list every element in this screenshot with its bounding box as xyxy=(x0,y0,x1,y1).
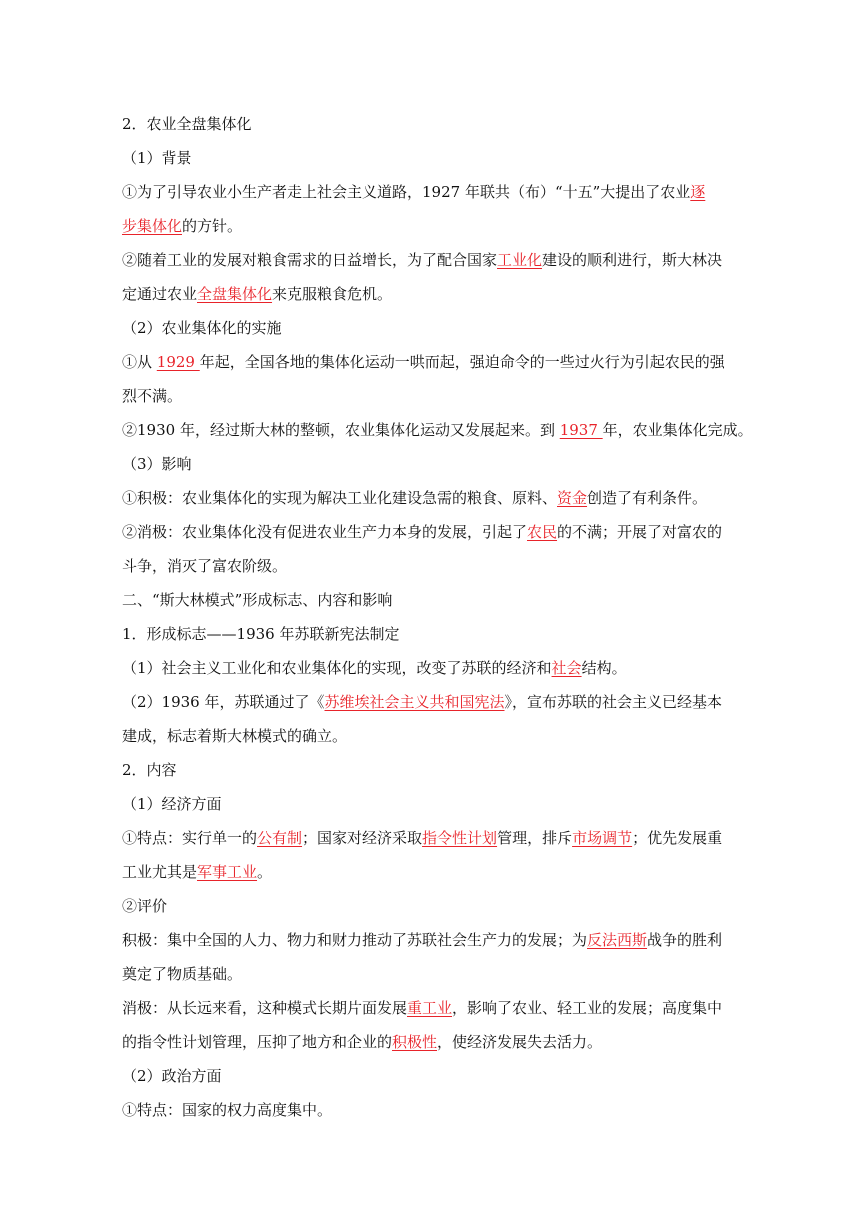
text-run: ②随着工业的发展对粮食需求的日益增长，为了配合国家 xyxy=(122,251,498,269)
highlighted-answer: 反法西斯 xyxy=(587,931,648,949)
text-run: （2）农业集体化的实施 xyxy=(122,319,282,337)
text-run: 的指令性计划管理，压抑了地方和企业的 xyxy=(122,1033,393,1051)
econ-feature-b xyxy=(122,858,732,886)
text-run: （1）经济方面 xyxy=(122,795,222,813)
highlighted-answer: 公有制 xyxy=(257,829,303,847)
text-run: ，影响了农业、轻工业的发展；高度集中 xyxy=(452,999,723,1017)
econ-negative-a xyxy=(122,994,732,1022)
heading-2-collectivization xyxy=(122,110,732,138)
text-run: 的不满；开展了对富农的 xyxy=(557,523,723,541)
text-run: ①从 xyxy=(122,353,157,371)
highlighted-answer: 市场调节 xyxy=(572,829,633,847)
text-run: 年，农业集体化完成。 xyxy=(602,421,753,439)
text-run: 管理，排斥 xyxy=(497,829,573,847)
heading-1-sign xyxy=(122,620,732,648)
text-run: 年起，全国各地的集体化运动一哄而起，强迫命令的一些过火行为引起农民的强 xyxy=(199,353,725,371)
text-run: ①积极：农业集体化的实现为解决工业化建设急需的粮食、原料、 xyxy=(122,489,558,507)
text-run: ，使经济发展失去活力。 xyxy=(437,1033,603,1051)
heading-2-content xyxy=(122,756,732,784)
sub-3-impact xyxy=(122,450,732,478)
text-run: 1．形成标志——1936 年苏联新宪法制定 xyxy=(122,625,400,643)
text-run: （2）政治方面 xyxy=(122,1067,222,1085)
highlighted-answer: 苏维埃社会主义共和国宪法 xyxy=(324,693,505,711)
text-run: 工业尤其是 xyxy=(122,863,198,881)
sub-2-implementation xyxy=(122,314,732,342)
document-body xyxy=(122,110,753,1130)
bg-point-2a xyxy=(122,246,732,274)
text-run: 斗争，消灭了富农阶级。 xyxy=(122,557,288,575)
bg-point-1b xyxy=(122,212,732,240)
sign-point-1 xyxy=(122,654,732,682)
highlighted-answer: 逐 xyxy=(690,183,706,201)
text-run: ②评价 xyxy=(122,897,168,915)
sign-point-2a xyxy=(122,688,732,716)
impl-point-2 xyxy=(122,416,753,444)
econ-evaluation xyxy=(122,892,732,920)
text-run: ①为了引导农业小生产者走上社会主义道路，1927 年联共（布）“十五”大提出了农业 xyxy=(122,183,691,201)
text-run: 2．内容 xyxy=(122,761,177,779)
text-run: 建设的顺利进行，斯大林决 xyxy=(542,251,723,269)
econ-positive-b xyxy=(122,960,732,988)
impl-point-1b xyxy=(122,382,732,410)
econ-negative-b xyxy=(122,1028,732,1056)
highlighted-answer: 1937 xyxy=(559,421,603,439)
highlighted-answer: 1929 xyxy=(156,353,200,371)
text-run: 消极：从长远来看，这种模式长期片面发展 xyxy=(122,999,408,1017)
econ-feature-a xyxy=(122,824,732,852)
text-run: （3）影响 xyxy=(122,455,192,473)
impact-negative-b xyxy=(122,552,732,580)
text-run: 。 xyxy=(257,863,273,881)
text-run: 的方针。 xyxy=(182,217,243,235)
text-run: 2．农业全盘集体化 xyxy=(122,115,252,133)
sub-2-politics xyxy=(122,1062,732,1090)
impact-negative-a xyxy=(122,518,732,546)
highlighted-answer: 资金 xyxy=(557,489,588,507)
sub-1-economy xyxy=(122,790,732,818)
highlighted-answer: 步集体化 xyxy=(122,217,183,235)
text-run: ；国家对经济采取 xyxy=(302,829,423,847)
impl-point-1a xyxy=(122,348,732,376)
text-run: 建成，标志着斯大林模式的确立。 xyxy=(122,727,348,745)
highlighted-answer: 军事工业 xyxy=(197,863,258,881)
highlighted-answer: 全盘集体化 xyxy=(197,285,273,303)
sign-point-2b xyxy=(122,722,732,750)
impact-positive xyxy=(122,484,732,512)
bg-point-1a xyxy=(122,178,732,206)
sub-1-background xyxy=(122,144,732,172)
text-run: （1）社会主义工业化和农业集体化的实现，改变了苏联的经济和 xyxy=(122,659,552,677)
highlighted-answer: 工业化 xyxy=(497,251,543,269)
text-run: 烈不满。 xyxy=(122,387,183,405)
highlighted-answer: 积极性 xyxy=(392,1033,438,1051)
text-run: （2）1936 年，苏联通过了《 xyxy=(122,693,325,711)
highlighted-answer: 社会 xyxy=(551,659,582,677)
text-run: 创造了有利条件。 xyxy=(587,489,708,507)
text-run: ；优先发展重 xyxy=(632,829,723,847)
text-run: 战争的胜利 xyxy=(647,931,723,949)
econ-positive-a xyxy=(122,926,732,954)
text-run: 定通过农业 xyxy=(122,285,198,303)
highlighted-answer: 重工业 xyxy=(407,999,453,1017)
text-run: 来克服粮食危机。 xyxy=(272,285,393,303)
text-run: 积极：集中全国的人力、物力和财力推动了苏联社会生产力的发展；为 xyxy=(122,931,588,949)
text-run: （1）背景 xyxy=(122,149,192,167)
politics-feature xyxy=(122,1096,732,1124)
text-run: ②1930 年，经过斯大林的整顿，农业集体化运动又发展起来。到 xyxy=(122,421,560,439)
text-run: 二、“斯大林模式”形成标志、内容和影响 xyxy=(122,591,393,609)
text-run: 结构。 xyxy=(581,659,627,677)
heading-section-2 xyxy=(122,586,732,614)
highlighted-answer: 农民 xyxy=(527,523,558,541)
text-run: 》，宣布苏联的社会主义已经基本 xyxy=(504,693,723,711)
text-run: ②消极：农业集体化没有促进农业生产力本身的发展，引起了 xyxy=(122,523,528,541)
bg-point-2b xyxy=(122,280,732,308)
text-run: 奠定了物质基础。 xyxy=(122,965,243,983)
text-run: ①特点：国家的权力高度集中。 xyxy=(122,1101,333,1119)
text-run: ①特点：实行单一的 xyxy=(122,829,258,847)
highlighted-answer: 指令性计划 xyxy=(422,829,498,847)
